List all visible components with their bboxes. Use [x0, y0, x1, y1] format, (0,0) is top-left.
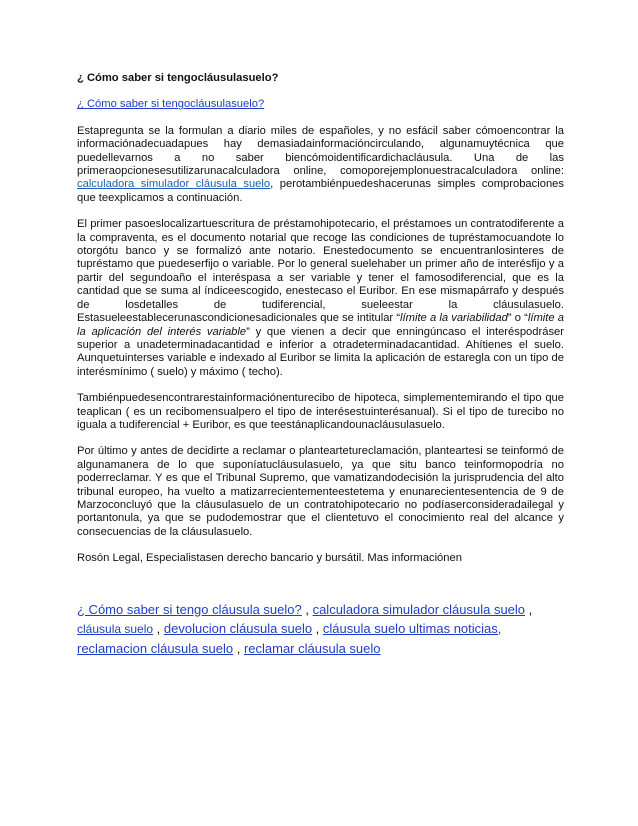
paragraph-4: Por último y antes de decidirte a reclamar o planteartetureclamación, planteartesi se teinformó de algunamanera de lo que suponíatucláusulasuelo, ya que situ banco teinformopodría no poderreclamar. Y es que el Tribunal Supremo, que vamatizandodecisión la jurisprudencia del alto tribunal europeo, ha vuelto a matizarrecientementeestetema y enunarecientesentencia de 9 de Marzoconcluyó que la cláusulasuelo de un contratohipotecario no podíaserconsideradailegal y portantonula, ya que se pudodemostrar que el clientetuvo el conocimiento real del alcance y consecuencias de la cláusulasuelo. [77, 445, 564, 538]
paragraph-3: Tambiénpuedesencontrarestainformaciónenturecibo de hipoteca, simplementemirando el tipo que teaplican ( es un recibomensualpero el tipo de interésestuinterésanual). Si el tipo de turecibo no iguala a tudiferencial + Euribor, es que teestánaplicandounacláusulasuelo. [77, 392, 564, 431]
p1-text-b: , perotambiénpuedeshacerunas simples comprobaciones que teexplicamos a continuación. [77, 178, 564, 204]
tag-separator: , [312, 620, 323, 636]
p2-text-c: ” y que vienen a decir que enningúncaso el interéspodráser superior a unadeterminadacantidad e inferior a otradeterminadacantidad. Ahítienes el suelo. Aunquetuinterses variable e indexado al Euribor se limita la aplicación de estaregla con un tipo de interésmínimo ( suelo) y máximo ( techo). [77, 325, 564, 378]
tag-separator: , [525, 601, 533, 617]
tag-link-reclamar[interactable]: reclamar cláusula suelo [243, 640, 381, 656]
tag-links [77, 600, 564, 658]
page-title: ¿ Cómo saber si tengocláusulasuelo? [77, 72, 279, 84]
title-link[interactable]: ¿ Cómo saber si tengocláusulasuelo? [77, 98, 265, 111]
tag-link-reclamacion[interactable]: reclamacion cláusula suelo [77, 640, 234, 656]
tag-link-clausula-suelo[interactable]: cláusula suelo [77, 621, 154, 636]
quote-interes-variable: límite a la aplicación del interés variable [77, 312, 565, 338]
document [77, 72, 564, 658]
quote-variabilidad: límite a la variabilidad [400, 312, 508, 325]
tag-link-ultimas-noticias[interactable]: cláusula suelo ultimas noticias, [322, 620, 502, 636]
p2-text-b: ” o “ [507, 312, 528, 325]
tag-link-como-saber[interactable]: ¿ Cómo saber si tengo cláusula suelo? [77, 601, 302, 617]
paragraph-1 [77, 125, 564, 205]
p1-text-a: Estapregunta se la formulan a diario miles de españoles, y no esfácil saber cómoencontrar la informaciónadecuadapues hay demasiadainformacióncirculando, algunamuytécnica que puedellevarnos a no saber biencómoidentificardichacláusula. Una de las primeraopcionesesutilizarunacalculadora online, comoporejemplonuestracalculadora online: [77, 124, 564, 178]
p2-text-a: El primer pasoeslocalizartuescritura de préstamohipotecario, el préstamoes un contratodiferente a la compraventa, es el documento notarial que recoge las condiciones de tupréstamocuandote lo otorgótu banco y se formalizó ante notario. Enestedocumento se encuentranlosinteres de tupréstamo que puedeserfijo o variable. Por lo general suelehaber un primer año de interésfijo y a partir del segundoaño el interéspasa a ser variable y tener el famosodiferencial, que es la cantidad que se suma al índiceescogido, enestecaso el Euribor. En ese mismapárrafo y después de losdetalles de tudiferencial, sueleestar la cláusulasuelo. Estasueleestablecerunascondicionesadicionales que se intitular “ [77, 218, 564, 325]
tag-separator: , [301, 601, 313, 617]
tag-link-devolucion[interactable]: devolucion cláusula suelo [163, 620, 313, 636]
paragraph-2 [77, 218, 564, 379]
signature: Rosón Legal, Especialistasen derecho bancario y bursátil. Mas informaciónen [77, 552, 462, 565]
tag-link-calculadora[interactable]: calculadora simulador cláusula suelo [312, 601, 526, 617]
tag-separator: , [153, 620, 164, 636]
calculator-link[interactable]: calculadora simulador cláusula suelo [77, 178, 271, 191]
tag-separator: , [233, 640, 244, 656]
